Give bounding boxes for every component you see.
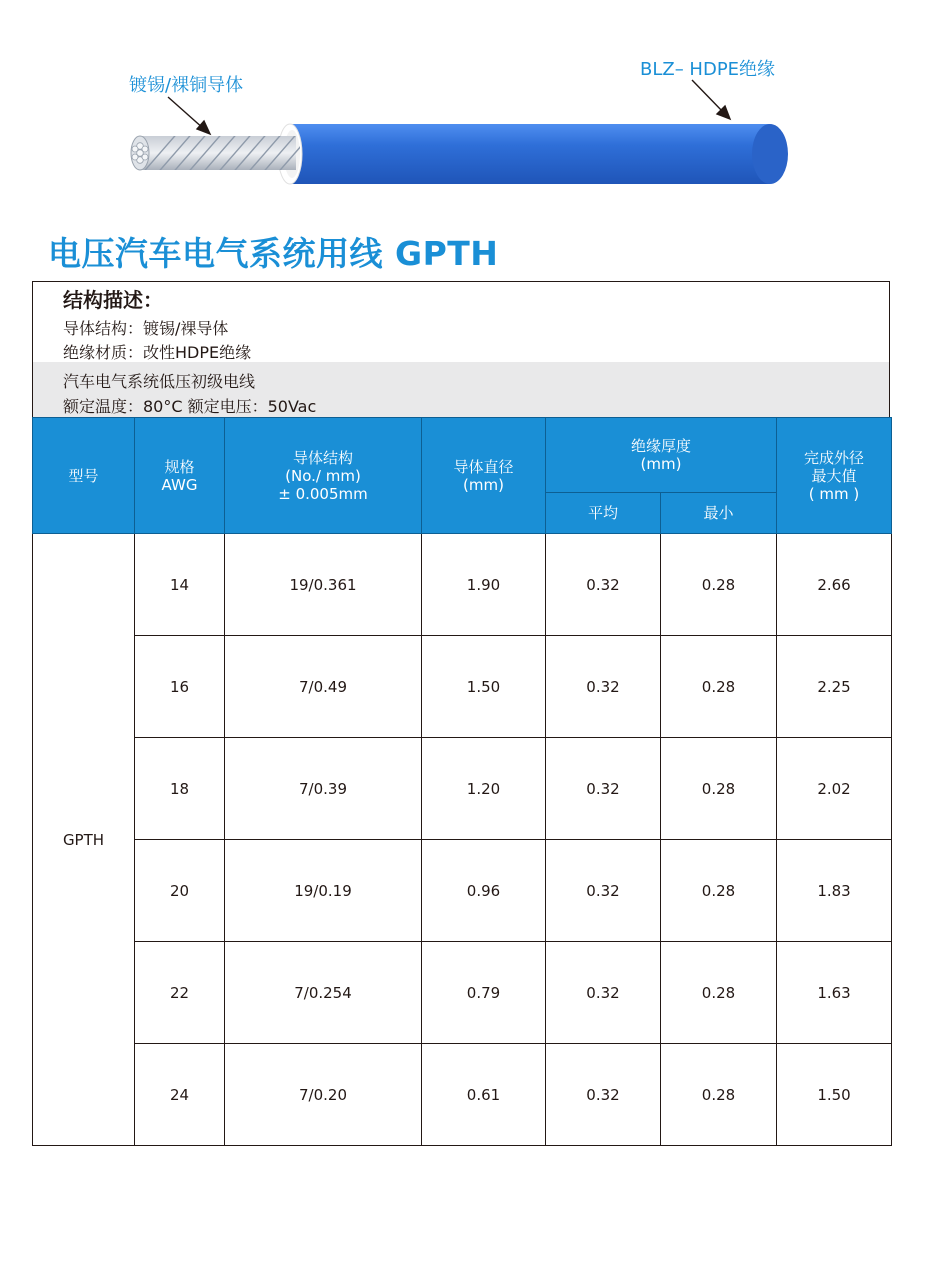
page-title: 电压汽车电气系统用线 GPTH <box>48 234 499 273</box>
header-thickness-avg: 平均 <box>546 493 661 534</box>
thickness-avg-cell: 0.32 <box>546 942 661 1044</box>
stranded-conductor <box>131 130 315 176</box>
awg-cell: 20 <box>135 840 225 942</box>
awg-cell: 16 <box>135 636 225 738</box>
rating-text: 额定温度：80°C 额定电压：50Vac <box>63 397 317 416</box>
usage-band <box>32 362 890 418</box>
thickness-min-cell: 0.28 <box>661 942 777 1044</box>
header-diameter: 导体直径 (mm) <box>422 418 546 534</box>
outer-diameter-cell: 1.63 <box>777 942 892 1044</box>
model-cell: GPTH <box>33 534 135 1146</box>
application-text: 汽车电气系统低压初级电线 <box>63 372 256 391</box>
awg-cell: 24 <box>135 1044 225 1146</box>
diameter-cell: 0.79 <box>422 942 546 1044</box>
table-row <box>33 942 892 1044</box>
thickness-min-cell: 0.28 <box>661 738 777 840</box>
thickness-avg-cell: 0.32 <box>546 840 661 942</box>
header-gauge: 规格 AWG <box>135 418 225 534</box>
thickness-avg-cell: 0.32 <box>546 738 661 840</box>
diameter-cell: 1.90 <box>422 534 546 636</box>
thickness-min-cell: 0.28 <box>661 636 777 738</box>
conductor-cell: 7/0.49 <box>225 636 422 738</box>
table-row <box>33 534 892 636</box>
outer-diameter-cell: 2.25 <box>777 636 892 738</box>
conductor-cell: 19/0.19 <box>225 840 422 942</box>
awg-cell: 18 <box>135 738 225 840</box>
awg-cell: 14 <box>135 534 225 636</box>
header-thickness: 绝缘厚度 (mm) <box>546 418 777 493</box>
diameter-cell: 0.96 <box>422 840 546 942</box>
awg-cell: 22 <box>135 942 225 1044</box>
outer-diameter-cell: 1.50 <box>777 1044 892 1146</box>
outer-diameter-cell: 1.83 <box>777 840 892 942</box>
header-outer-diameter: 完成外径 最大值 ( mm ) <box>777 418 892 534</box>
thickness-min-cell: 0.28 <box>661 1044 777 1146</box>
thickness-min-cell: 0.28 <box>661 534 777 636</box>
structure-heading: 结构描述： <box>63 288 163 312</box>
conductor-cell: 7/0.254 <box>225 942 422 1044</box>
cable-illustration <box>0 0 925 215</box>
conductor-cell: 7/0.20 <box>225 1044 422 1146</box>
header-thickness-min: 最小 <box>661 493 777 534</box>
conductor-cell: 7/0.39 <box>225 738 422 840</box>
conductor-callout: 镀锡/裸铜导体 <box>129 75 244 96</box>
insulation-callout: BLZ– HDPE绝缘 <box>640 59 776 80</box>
insulation-jacket <box>278 124 788 184</box>
conductor-structure-text: 导体结构：镀锡/裸导体 <box>63 319 229 338</box>
diameter-cell: 0.61 <box>422 1044 546 1146</box>
outer-diameter-cell: 2.66 <box>777 534 892 636</box>
spec-table <box>32 417 892 1146</box>
header-model: 型号 <box>33 418 135 534</box>
structure-description <box>32 281 890 363</box>
outer-diameter-cell: 2.02 <box>777 738 892 840</box>
thickness-min-cell: 0.28 <box>661 840 777 942</box>
cable-diagram <box>0 0 925 215</box>
diameter-cell: 1.20 <box>422 738 546 840</box>
conductor-cell: 19/0.361 <box>225 534 422 636</box>
thickness-avg-cell: 0.32 <box>546 534 661 636</box>
insulation-material-text: 绝缘材质：改性HDPE绝缘 <box>63 343 252 362</box>
thickness-avg-cell: 0.32 <box>546 1044 661 1146</box>
thickness-avg-cell: 0.32 <box>546 636 661 738</box>
table-row <box>33 636 892 738</box>
diameter-cell: 1.50 <box>422 636 546 738</box>
table-row <box>33 738 892 840</box>
table-row <box>33 1044 892 1146</box>
table-row <box>33 840 892 942</box>
header-conductor: 导体结构 (No./ mm) ± 0.005mm <box>225 418 422 534</box>
